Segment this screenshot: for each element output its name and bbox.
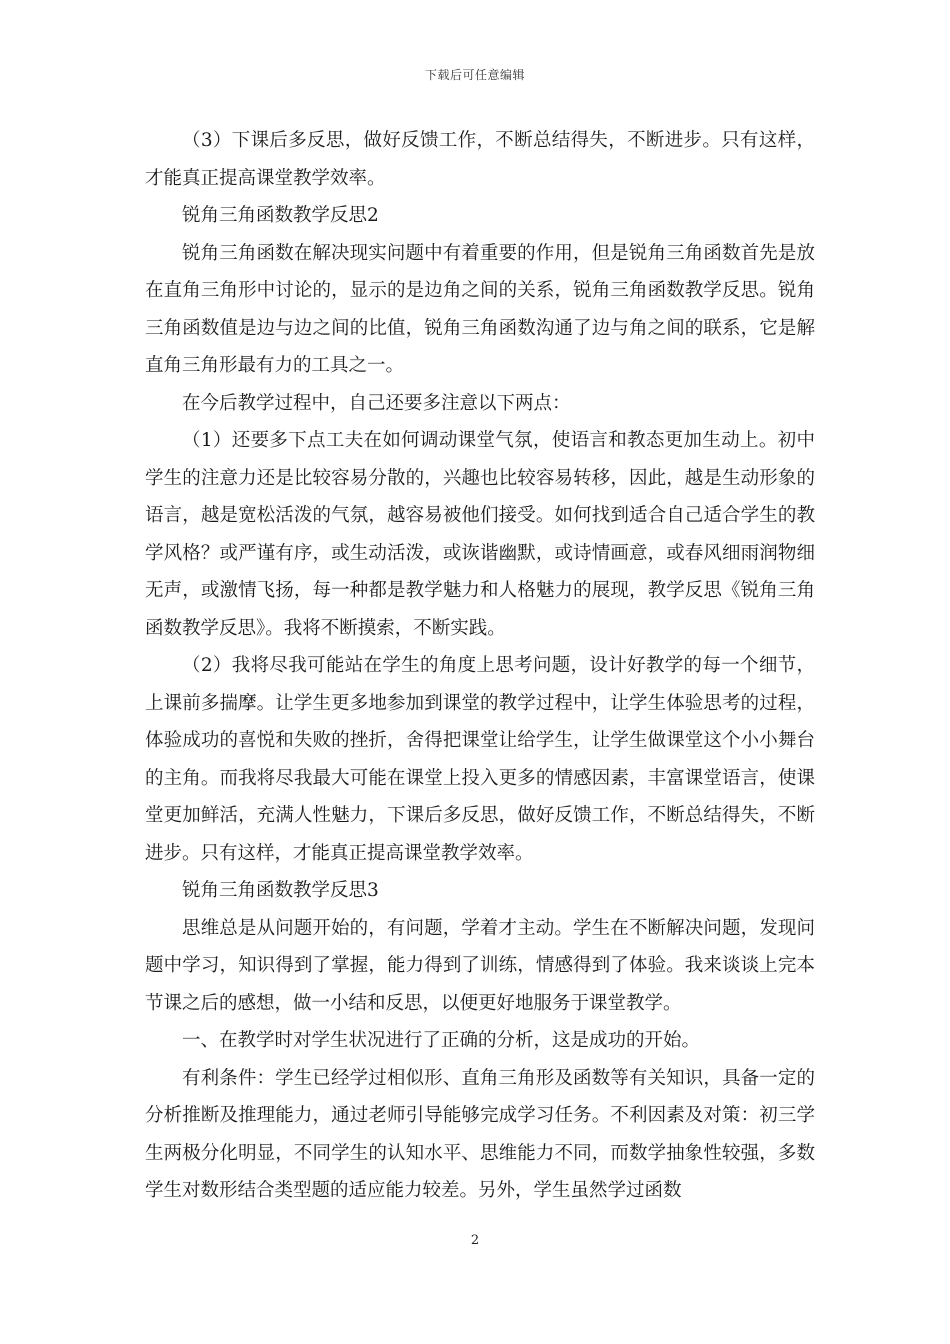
- section-heading-reflection-3: 锐角三角函数教学反思3: [182, 880, 379, 901]
- paragraph-point-2: （2）我将尽我可能站在学生的角度上思考问题，设计好教学的每一个细节，上课前多揣摩。让学生更多地参加到课堂的教学过程中，让学生体验思考的过程，体验成功的喜悦和失败的挫折，舍得把课堂让给学生，让学生做课堂这个小小舞台的主角。而我将尽我最大可能在课堂上投入更多的情感因素，丰富课堂语言，使课堂更加鲜活，充满人性魅力，下课后多反思，做好反馈工作，不断总结得失，不断进步。只有这样，才能真正提高课堂教学效率。: [145, 655, 815, 864]
- section-heading-reflection-2: 锐角三角函数教学反思2: [182, 205, 379, 226]
- paragraph-point-1: （1）还要多下点工夫在如何调动课堂气氛，使语言和教态更加生动上。初中学生的注意力还是比较容易分散的，兴趣也比较容易转移，因此，越是生动形象的语言，越是宽松活泼的气氛，越容易被他们接受。如何找到适合自己适合学生的教学风格？或严谨有序，或生动活泼，或诙谐幽默，或诗情画意，或春风细雨润物细无声，或激情飞扬，每一种都是教学魅力和人格魅力的展现，教学反思《锐角三角函数教学反思》。我将不断摸索，不断实践。: [145, 430, 815, 639]
- paragraph-conditions: 有利条件：学生已经学过相似形、直角三角形及函数等有关知识，具备一定的分析推断及推理能力，通过老师引导能够完成学习任务。不利因素及对策：初三学生两极分化明显，不同学生的认知水平、思维能力不同，而数学抽象性较强，多数学生对数形结合类型题的适应能力较差。另外，学生虽然学过函数: [145, 1067, 815, 1201]
- page-header: 下载后可任意编辑: [424, 68, 525, 82]
- document-body: [145, 122, 815, 1210]
- paragraph-thinking: 思维总是从问题开始的，有问题，学着才主动。学生在不断解决问题，发现问题中学习，知识得到了掌握，能力得到了训练，情感得到了体验。我来谈谈上完本节课之后的感想，做一小结和反思，以便更好地服务于课堂教学。: [145, 917, 815, 1014]
- paragraph-reflection-3: （3）下课后多反思，做好反馈工作，不断总结得失，不断进步。只有这样，才能真正提高课堂教学效率。: [145, 130, 815, 189]
- paragraph-intro-trig: 锐角三角函数在解决现实问题中有着重要的作用，但是锐角三角函数首先是放在直角三角形中讨论的，显示的是边角之间的关系，锐角三角函数教学反思。锐角三角函数值是边与边之间的比值，锐角三角函数沟通了边与角之间的联系，它是解直角三角形最有力的工具之一。: [145, 242, 815, 376]
- paragraph-future-points: 在今后教学过程中，自己还要多注意以下两点：: [182, 392, 571, 414]
- page-number: 2: [470, 1233, 480, 1248]
- paragraph-analysis-title: 一、在教学时对学生状况进行了正确的分析，这是成功的开始。: [182, 1030, 701, 1051]
